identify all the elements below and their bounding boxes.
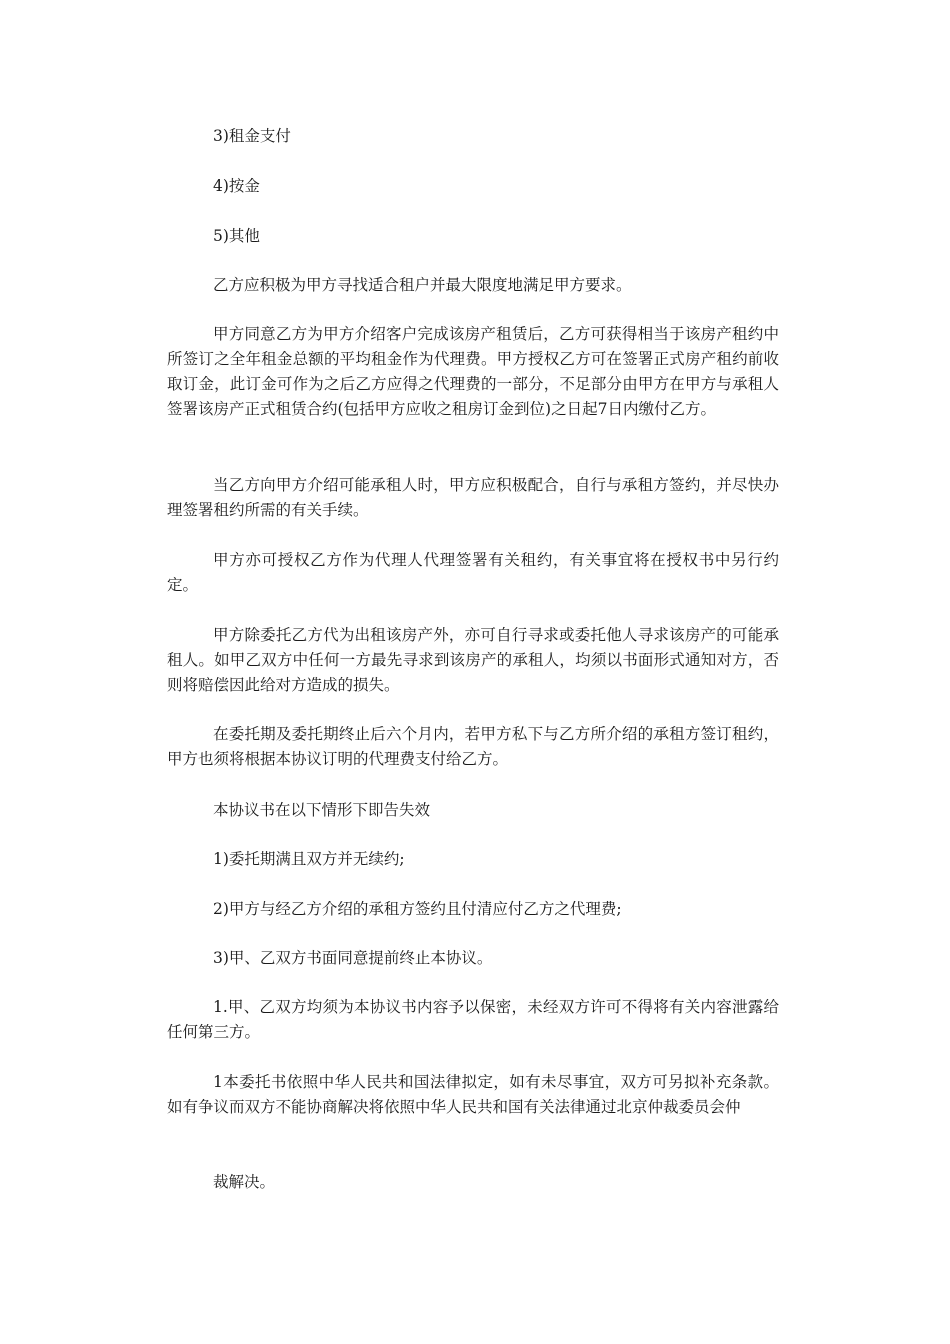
paragraph-post-term: 在委托期及委托期终止后六个月内，若甲方私下与乙方所介绍的承租方签订租约，甲方也须将根据本协议订明的代理费支付给乙方。 <box>167 725 779 768</box>
paragraph-arbitration: 裁解决。 <box>213 1173 276 1191</box>
paragraph-authorization: 甲方亦可授权乙方作为代理人代理签署有关租约，有关事宜将在授权书中另行约定。 <box>167 551 779 594</box>
paragraph-expiry-1: 1)委托期满且双方并无续约; <box>213 850 405 868</box>
paragraph-rent-payment: 3)租金支付 <box>213 127 291 145</box>
paragraph-agency-fee: 甲方同意乙方为甲方介绍客户完成该房产租赁后，乙方可获得相当于该房产租约中所签订之全年租金总额的平均租金作为代理费。甲方授权乙方可在签署正式房产租约前收取订金，此订金可作为之后乙方应得之代理费的一部分，不足部分由甲方在甲方与承租人签署该房产正式租赁合约(包括甲方应收之租房订金到位)之日起7日内缴付乙方。 <box>167 325 779 418</box>
paragraph-self-seeking: 甲方除委托乙方代为出租该房产外，亦可自行寻求或委托他人寻求该房产的可能承租人。如甲乙双方中任何一方最先寻求到该房产的承租人，均须以书面形式通知对方，否则将赔偿因此给对方造成的损失。 <box>167 626 779 694</box>
paragraph-deposit: 4)按金 <box>213 177 260 195</box>
paragraph-find-tenant: 乙方应积极为甲方寻找适合租户并最大限度地满足甲方要求。 <box>213 276 632 294</box>
paragraph-expiry-heading: 本协议书在以下情形下即告失效 <box>213 801 431 819</box>
paragraph-governing-law: 1本委托书依照中华人民共和国法律拟定，如有未尽事宜，双方可另拟补充条款。如有争议而双方不能协商解决将依照中华人民共和国有关法律通过北京仲裁委员会仲 <box>167 1073 779 1116</box>
paragraph-confidentiality: 1.甲、乙双方均须为本协议书内容予以保密，未经双方许可不得将有关内容泄露给任何第三方。 <box>167 998 779 1041</box>
paragraph-expiry-2: 2)甲方与经乙方介绍的承租方签约且付清应付乙方之代理费; <box>213 900 622 918</box>
paragraph-cooperation: 当乙方向甲方介绍可能承租人时，甲方应积极配合，自行与承租方签约，并尽快办理签署租约所需的有关手续。 <box>167 476 779 519</box>
paragraph-other: 5)其他 <box>213 227 260 245</box>
paragraph-expiry-3: 3)甲、乙双方书面同意提前终止本协议。 <box>213 949 493 967</box>
